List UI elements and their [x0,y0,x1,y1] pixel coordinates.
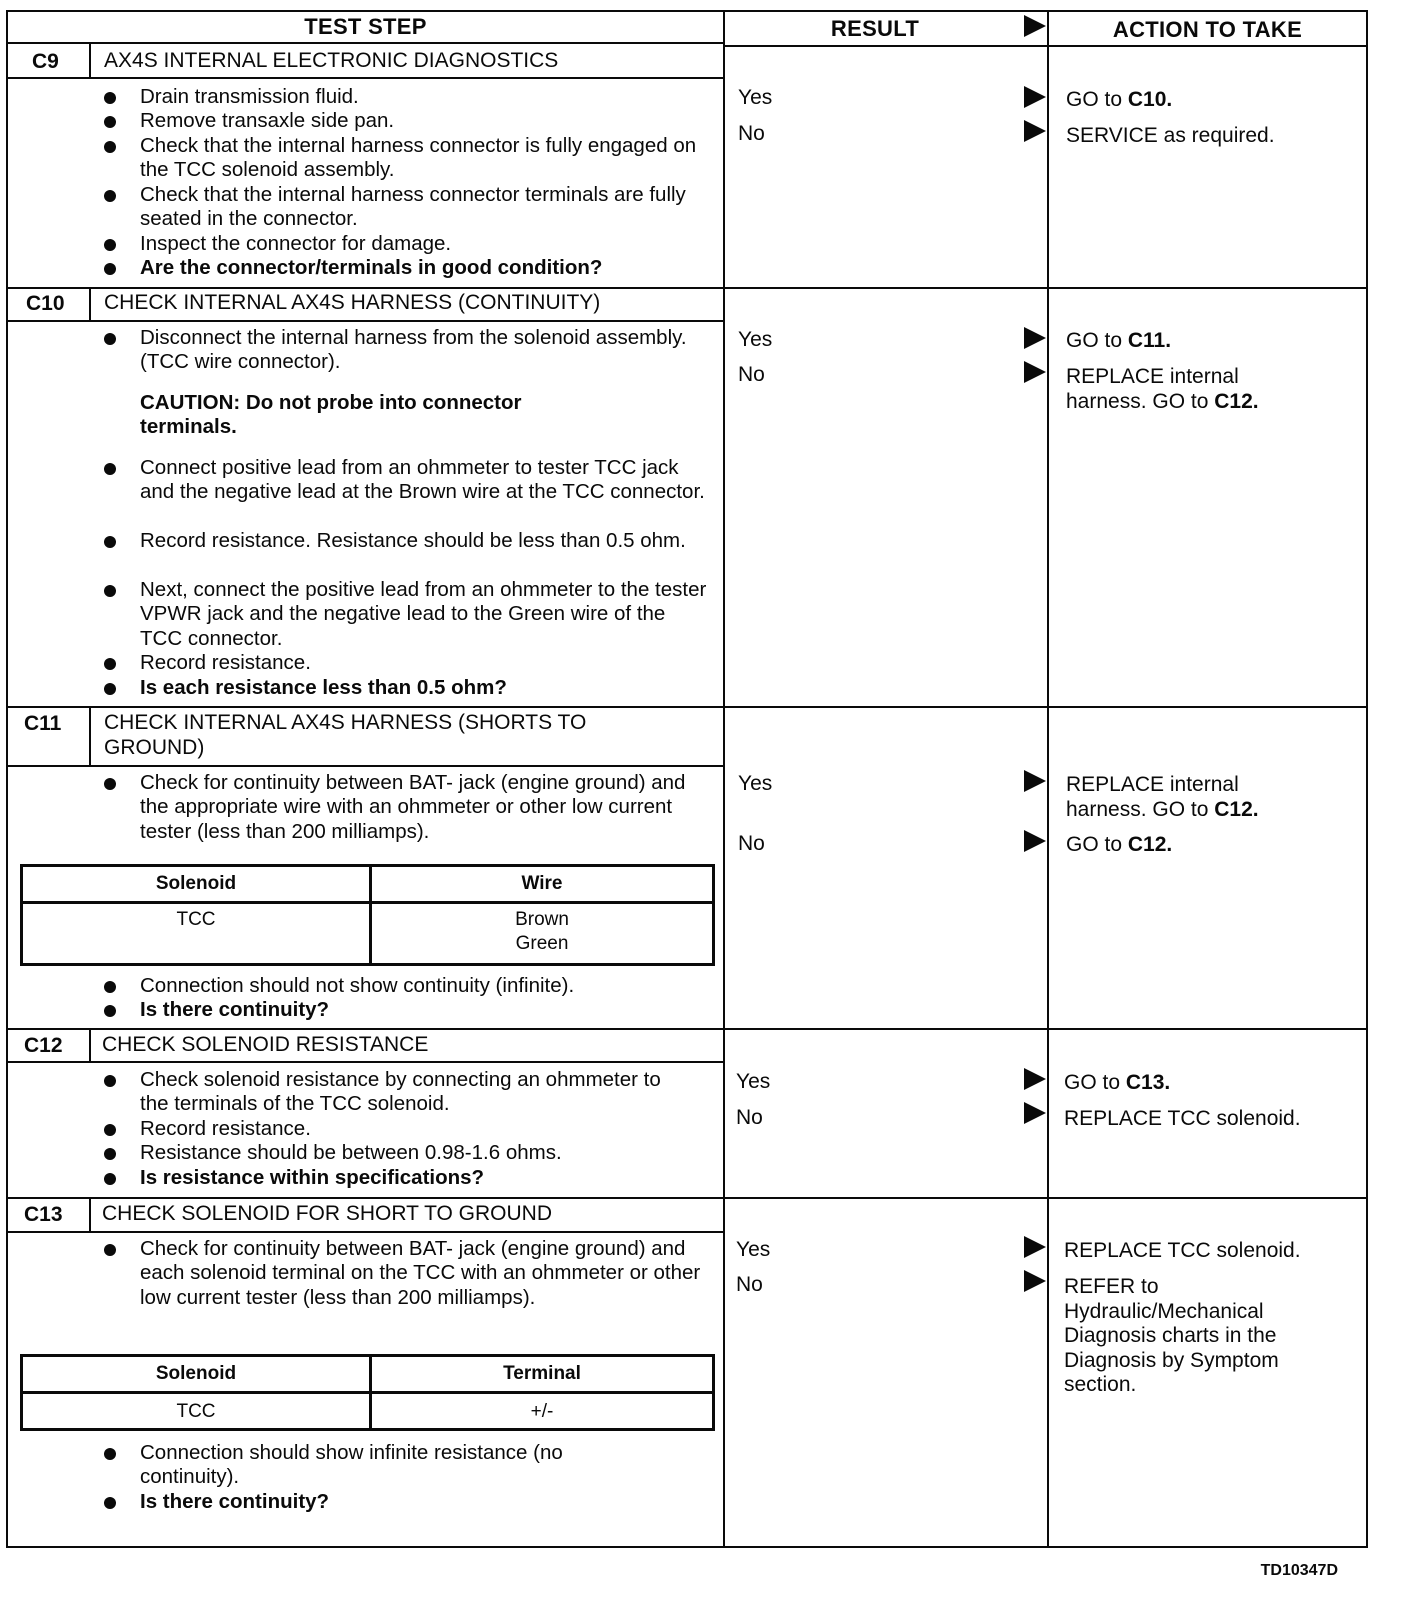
bullet-icon [104,463,116,475]
step-bullet: Inspect the connector for damage. [140,232,452,255]
row-divider [8,706,1366,708]
step-question: Is there continuity? [140,1490,330,1513]
step-bullet: Record resistance. [140,651,311,674]
bullet-icon [104,1173,116,1185]
arrow-icon [1024,770,1046,792]
result-yes: Yes [738,86,773,109]
action-yes: GO to C10. [1066,88,1173,111]
action-no: SERVICE as required. [1066,124,1275,147]
arrow-icon [1024,361,1046,383]
step-code: C13 [24,1203,63,1226]
step-bullet: Check for continuity between BAT- jack (engine ground) and the appropriate wire with an ohmmeter or other low current tester (less than 200 milliamps). [140,771,686,843]
bullet-icon [104,1148,116,1160]
row-divider [8,287,1366,289]
step-question: Are the connector/terminals in good condition? [140,256,603,279]
step-bullet: Check for continuity between BAT- jack (engine ground) and each solenoid terminal on the TCC with an ohmmeter or other low current tester (less than 200 milliamps). [140,1237,701,1309]
title-divider [8,320,723,322]
step-title: AX4S INTERNAL ELECTRONIC DIAGNOSTICS [104,49,559,72]
arrow-icon [1024,1236,1046,1258]
step-bullet: Drain transmission fluid. [140,85,359,108]
arrow-icon [1024,1068,1046,1090]
step-bullet: Connection should not show continuity (infinite). [140,974,575,997]
bullet-icon [104,1244,116,1256]
table-cell: TCC [176,909,216,930]
title-divider [8,765,723,767]
step-question: Is each resistance less than 0.5 ohm? [140,676,507,699]
result-yes: Yes [738,772,773,795]
table-header: Terminal [503,1363,581,1384]
header-test-step: TEST STEP [304,14,427,39]
step-code: C10 [26,292,65,315]
header-divider [8,42,723,44]
terminal-table [20,1354,715,1431]
bullet-icon [104,92,116,104]
step-code: C12 [24,1034,63,1057]
column-divider [1047,12,1049,1546]
action-no: GO to C12. [1066,833,1173,856]
bullet-icon [104,116,116,128]
code-divider [89,43,91,77]
table-cell: TCC [176,1401,216,1422]
action-no: REPLACE internal harness. GO to C12. [1066,365,1259,413]
result-no: No [738,122,765,145]
bullet-icon [104,585,116,597]
code-divider [89,1029,91,1062]
arrow-icon [1024,1270,1046,1292]
bullet-icon [104,778,116,790]
result-no: No [736,1273,763,1296]
result-no: No [736,1106,763,1129]
step-bullet: Disconnect the internal harness from the solenoid assembly. (TCC wire connector). [140,326,687,374]
result-yes: Yes [738,328,773,351]
arrow-icon [1024,120,1046,142]
step-code: C11 [24,712,62,735]
action-yes: GO to C11. [1066,329,1172,352]
bullet-icon [104,536,116,548]
action-no: REPLACE TCC solenoid. [1064,1107,1301,1130]
result-yes: Yes [736,1070,771,1093]
action-yes: REPLACE internal harness. GO to C12. [1066,773,1259,821]
step-title: CHECK INTERNAL AX4S HARNESS (SHORTS TO GROUND) [104,711,587,759]
step-title: CHECK SOLENOID FOR SHORT TO GROUND [102,1202,553,1225]
arrow-icon [1024,1102,1046,1124]
arrow-icon [1024,830,1046,852]
step-bullet: Connect positive lead from an ohmmeter to tester TCC jack and the negative lead at the Brown wire at the TCC connector. [140,456,705,504]
table-header: Solenoid [155,1363,237,1384]
code-divider [89,707,91,766]
bullet-icon [104,1124,116,1136]
bullet-icon [104,1075,116,1087]
title-divider [8,77,723,79]
table-cell: Green [515,933,569,954]
action-yes: REPLACE TCC solenoid. [1064,1239,1301,1262]
bullet-icon [104,141,116,153]
table-cell: Brown [515,909,569,930]
row-divider [8,1197,1366,1199]
code-divider [89,1198,91,1232]
step-bullet: Record resistance. Resistance should be less than 0.5 ohm. [140,529,686,552]
column-divider [723,12,725,1546]
bullet-icon [104,333,116,345]
code-divider [89,288,91,321]
step-code: C9 [32,50,59,73]
step-title: CHECK SOLENOID RESISTANCE [102,1033,429,1056]
figure-id: TD10347D [1260,1562,1338,1579]
arrow-icon [1024,15,1046,37]
step-bullet: Check that the internal harness connector is fully engaged on the TCC solenoid assembly. [140,134,697,182]
bullet-icon [104,263,116,275]
step-question: Is there continuity? [140,998,330,1021]
header-divider [723,45,1366,47]
step-bullet: Connection should show infinite resistance (no continuity). [140,1441,563,1489]
arrow-icon [1024,86,1046,108]
step-bullet: Record resistance. [140,1117,311,1140]
bullet-icon [104,658,116,670]
title-divider [8,1231,723,1233]
bullet-icon [104,981,116,993]
bullet-icon [104,1497,116,1509]
wire-table [20,864,715,966]
row-divider [8,1028,1366,1030]
title-divider [8,1061,723,1063]
table-header: Solenoid [155,873,237,894]
step-bullet: Resistance should be between 0.98-1.6 ohms. [140,1141,562,1164]
table-cell: +/- [530,1401,554,1422]
step-bullet: Check that the internal harness connector terminals are fully seated in the connector. [140,183,686,231]
bullet-icon [104,1448,116,1460]
header-action: ACTION TO TAKE [1112,17,1303,42]
action-no: REFER to Hydraulic/Mechanical Diagnosis charts in the Diagnosis by Symptom section. [1064,1275,1279,1396]
caution-note: CAUTION: Do not probe into connector terminals. [140,391,522,439]
result-yes: Yes [736,1238,771,1261]
step-bullet: Check solenoid resistance by connecting an ohmmeter to the terminals of the TCC solenoid. [140,1068,661,1116]
action-yes: GO to C13. [1064,1071,1171,1094]
result-no: No [738,363,765,386]
step-bullet: Next, connect the positive lead from an ohmmeter to the tester VPWR jack and the negative lead to the Green wire of the TCC connector. [140,578,707,650]
header-result: RESULT [830,16,920,41]
bullet-icon [104,1005,116,1017]
bullet-icon [104,239,116,251]
result-no: No [738,832,765,855]
bullet-icon [104,190,116,202]
arrow-icon [1024,327,1046,349]
step-bullet: Remove transaxle side pan. [140,109,395,132]
table-header: Wire [521,873,563,894]
step-question: Is resistance within specifications? [140,1166,485,1189]
diagnostic-table [6,10,1368,1548]
bullet-icon [104,683,116,695]
step-title: CHECK INTERNAL AX4S HARNESS (CONTINUITY) [104,291,601,314]
